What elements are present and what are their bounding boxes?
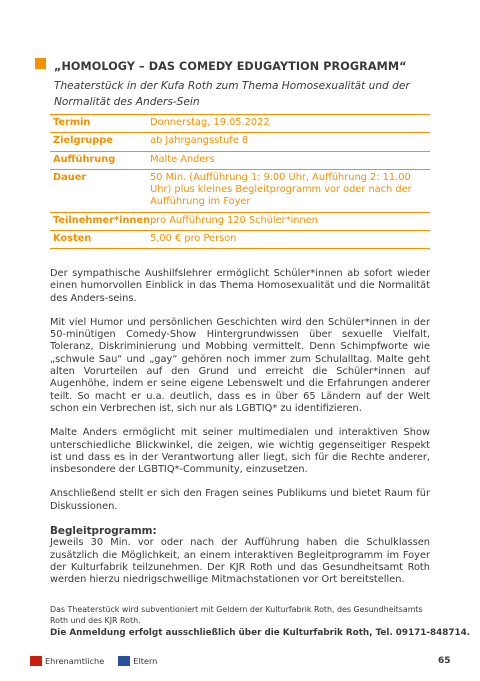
info-label: Zielgruppe [50, 133, 150, 151]
info-row-teilnehmer [50, 212, 430, 230]
info-row-dauer [50, 169, 430, 212]
event-info-table [50, 114, 430, 249]
info-label: Dauer [50, 169, 150, 212]
description-paragraph-1: Der sympathische Aushilfslehrer ermöglicht Schüler*innen ab sofort wieder einen humorvollen Einblick in das Thema Homosexualität und die Normalität des Anders-seins. [50, 268, 430, 304]
info-value: Malte Anders [150, 151, 430, 169]
legend-item-ehrenamtliche [30, 656, 104, 666]
info-value: 5,00 € pro Person [150, 231, 430, 249]
info-value: ab Jahrgangsstufe 8 [150, 133, 430, 151]
info-row-zielgruppe [50, 133, 430, 151]
info-value: pro Aufführung 120 Schüler*innen [150, 212, 430, 230]
info-label: Termin [50, 115, 150, 133]
info-value: 50 Min. (Aufführung 1: 9.00 Uhr, Aufführung 2: 11.00 Uhr) plus kleines Begleitprogramm vor oder nach der Aufführung im Foyer [150, 169, 430, 212]
info-row-termin [50, 115, 430, 133]
page-number: 65 [438, 656, 451, 666]
begleitprogramm-text: Jeweils 30 Min. vor oder nach der Aufführung haben die Schulklassen zusätzlich die Möglichkeit, an einem interaktiven Begleitprogramm im Foyer der Kulturfabrik teilzunehmen. Der KJR Roth und das Gesundheitsamt Roth werden hierzu niedrigschwellige Mitmachstationen vor Ort bereitstellen. [50, 537, 430, 586]
info-label: Teilnehmer*innen [50, 212, 150, 230]
legend-label: Eltern [133, 656, 158, 666]
event-title: „HOMOLOGY – DAS COMEDY EDUGAYTION PROGRAMM“ [54, 60, 407, 73]
title-marker [35, 58, 46, 69]
event-subtitle: Theaterstück in der Kufa Roth zum Thema Homosexualität und der Normalität des Anders-Sein [54, 80, 410, 108]
info-row-kosten [50, 231, 430, 249]
info-row-auffuehrung [50, 151, 430, 169]
description-paragraph-2: Mit viel Humor und persönlichen Geschichten wird den Schüler*innen in der 50-minütigen Comedy-Show Hintergrundwissen über sexuelle Vielfalt, Toleranz, Diskriminierung und Mobbing vermittelt. Denn Schimpfworte wie „schwule Sau“ und „gay“ gehören noch immer zum Schulalltag. Malte geht alten Vorurteilen auf den Grund und erreicht die Schüler*innen auf Augenhöhe, indem er seine eigene Lebenswelt und die Erfahrungen anderer teilt. So macht er u.a. deutlich, dass es in über 65 Ländern auf der Welt schon ein Verbrechen ist, sich nur als LGBTIQ* zu identifizieren. [50, 316, 430, 414]
legend-swatch-red [30, 656, 42, 666]
color-legend [30, 656, 171, 666]
description-paragraph-4: Anschließend stellt er sich den Fragen seines Publikums und bietet Raum für Diskussionen. [50, 488, 430, 512]
event-description [50, 268, 430, 599]
description-paragraph-3: Malte Anders ermöglicht mit seiner multimedialen und interaktiven Show unterschiedliche Blickwinkel, die zeigen, wie wichtig gegenseitiger Respekt ist und dass es in der Verantwortung aller liegt, sich für die Rechte anderer, insbesondere der LGBTIQ*-Community, einzusetzen. [50, 427, 430, 476]
legend-item-eltern [118, 656, 157, 666]
info-label: Aufführung [50, 151, 150, 169]
info-value: Donnerstag, 19.05.2022 [150, 115, 430, 133]
legend-label: Ehrenamtliche [45, 656, 105, 666]
subsidy-note: Das Theaterstück wird subventioniert mit Geldern der Kulturfabrik Roth, des Gesundheitsamts Roth und des KJR Roth. [50, 605, 423, 625]
legend-swatch-blue [118, 656, 130, 666]
registration-note: Die Anmeldung erfolgt ausschließlich über die Kulturfabrik Roth, Tel. 09171-848714. [50, 628, 471, 638]
begleitprogramm-heading: Begleitprogramm: [50, 525, 157, 538]
info-label: Kosten [50, 231, 150, 249]
